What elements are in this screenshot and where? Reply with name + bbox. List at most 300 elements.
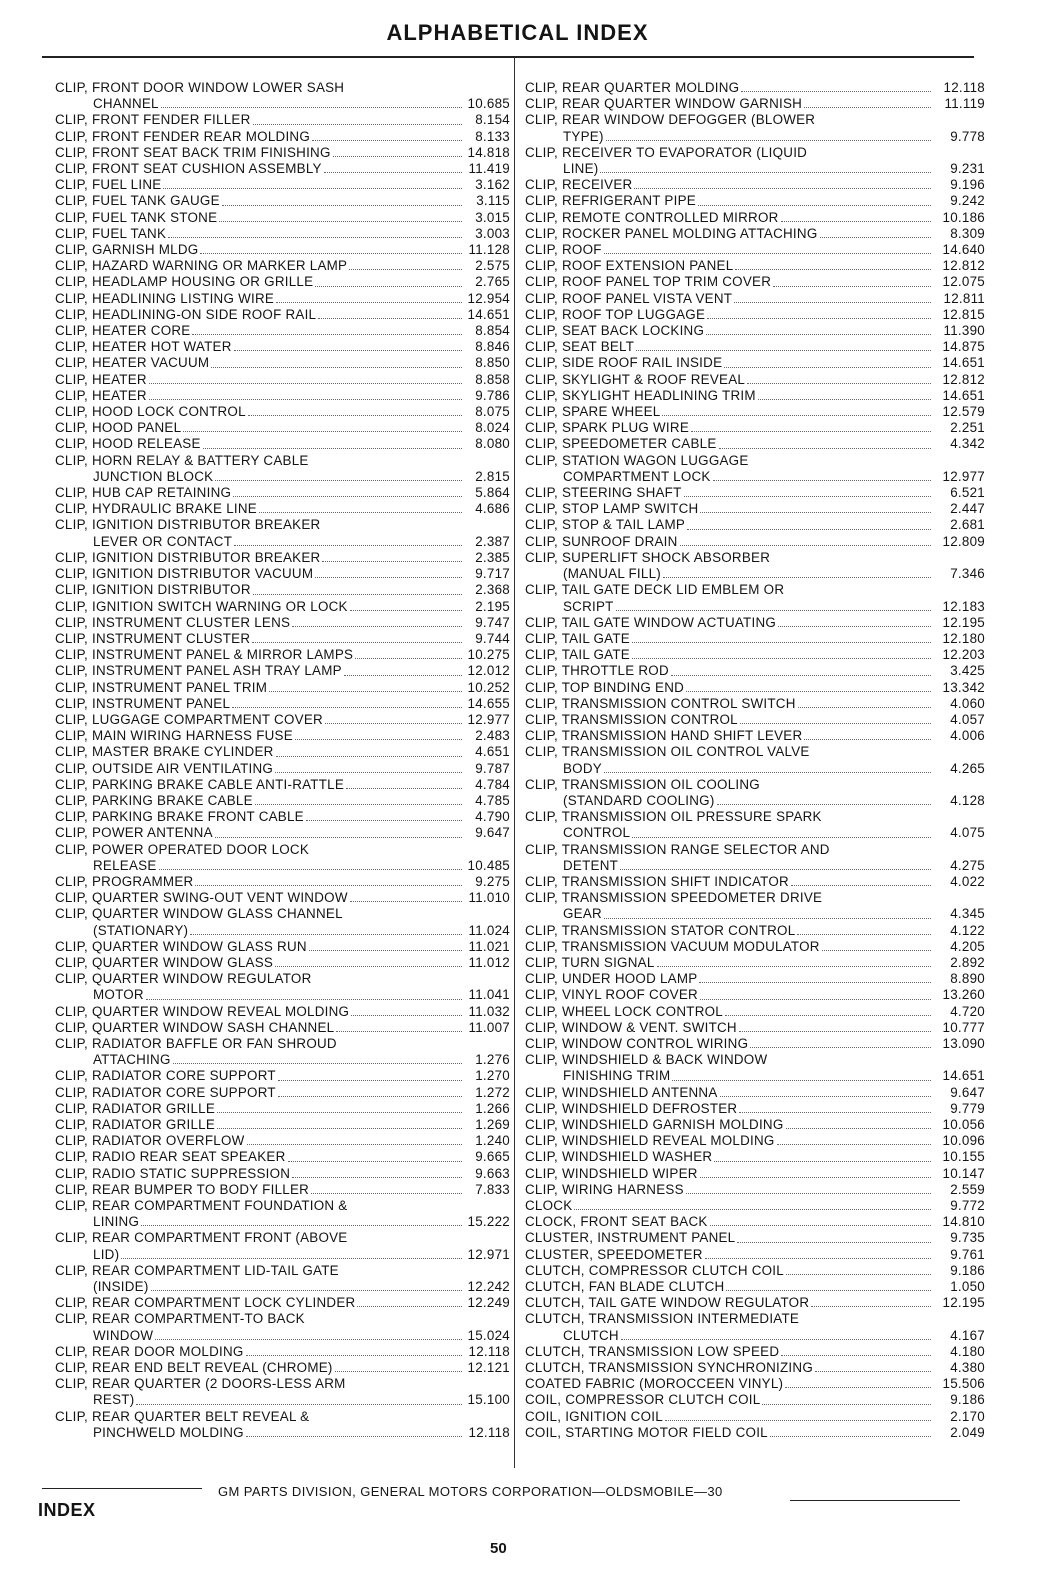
dot-leader: [203, 448, 462, 449]
entry-line: [55, 291, 464, 307]
entry-line: [55, 323, 464, 339]
entry-text: CLIP, TRANSMISSION SPEEDOMETER DRIVE: [525, 890, 823, 906]
dot-leader: [737, 1242, 931, 1243]
dot-leader: [219, 221, 462, 222]
entry-text: (MANUAL FILL): [563, 566, 661, 582]
section-number: 4.167: [950, 1327, 985, 1343]
entry-text: JUNCTION BLOCK: [93, 468, 214, 484]
entry-line: [525, 1149, 933, 1165]
index-entry: [55, 339, 510, 355]
index-entry: [525, 615, 985, 631]
entry-text: CLIP, MASTER BRAKE CYLINDER: [55, 744, 274, 760]
entry-line: [55, 1247, 464, 1263]
index-entry: [55, 1101, 510, 1117]
index-entry: [525, 242, 985, 258]
entry-line: [55, 1409, 464, 1425]
entry-line: [55, 890, 464, 906]
entry-text: CLUTCH, TRANSMISSION LOW SPEED: [525, 1343, 780, 1359]
dot-leader: [620, 869, 931, 870]
dot-leader: [616, 610, 931, 611]
section-number: 11.024: [468, 922, 510, 938]
entry-description: [525, 631, 933, 647]
index-entry: [55, 550, 510, 566]
entry-text: CLIP, TURN SIGNAL: [525, 954, 655, 970]
section-number: 10.096: [942, 1133, 985, 1149]
dot-leader: [324, 172, 462, 173]
section-number: 12.249: [467, 1295, 510, 1311]
entry-description: [55, 372, 464, 388]
dot-leader: [195, 885, 462, 886]
entry-line: [525, 112, 933, 128]
index-entry: [55, 615, 510, 631]
entry-line: [55, 1344, 464, 1360]
entry-text: CLIP, FRONT FENDER FILLER: [55, 112, 251, 128]
entry-line: [525, 501, 933, 517]
index-entry: [525, 955, 985, 971]
section-number: 15.506: [942, 1376, 985, 1392]
entry-line: [55, 1182, 464, 1198]
section-number: 8.890: [950, 971, 985, 987]
section-number: 8.846: [475, 339, 510, 355]
section-number: 12.954: [467, 290, 510, 306]
entry-line: [525, 809, 933, 825]
entry-text: (STANDARD COOLING): [563, 792, 715, 808]
entry-line: [525, 436, 933, 452]
index-entry: [525, 307, 985, 323]
section-number: 10.485: [467, 857, 510, 873]
dot-leader: [747, 383, 931, 384]
entry-line: [55, 258, 464, 274]
dot-leader: [155, 1339, 462, 1340]
section-number: 11.007: [468, 1019, 510, 1035]
section-number: 11.041: [468, 987, 510, 1003]
entry-line: [55, 177, 464, 193]
entry-text: CLIP, HOOD RELEASE: [55, 436, 201, 452]
section-number: 15.024: [467, 1327, 510, 1343]
section-number: 10.685: [467, 96, 510, 112]
entry-line: [55, 339, 464, 355]
section-number: 4.785: [475, 792, 510, 808]
dot-leader: [657, 966, 931, 967]
entry-description: [525, 242, 933, 258]
right-index-column: [525, 80, 985, 1441]
entry-line: [55, 112, 464, 128]
section-number: 5.864: [475, 485, 510, 501]
index-entry: [525, 274, 985, 290]
entry-text: CLIP, TRANSMISSION SHIFT INDICATOR: [525, 873, 789, 889]
index-entry: [525, 258, 985, 274]
index-entry: [55, 1311, 510, 1343]
entry-description: [55, 955, 464, 971]
entry-line: [55, 971, 464, 987]
entry-line: [55, 161, 464, 177]
entry-text: CLOCK, FRONT SEAT BACK: [525, 1214, 708, 1230]
entry-line: [525, 534, 933, 550]
entry-text: CLIP, QUARTER WINDOW REVEAL MOLDING: [55, 1003, 350, 1019]
dot-leader: [233, 496, 462, 497]
entry-line: [525, 1360, 933, 1376]
dot-leader: [278, 1080, 462, 1081]
entry-line: [55, 485, 464, 501]
index-entry: [55, 1344, 510, 1360]
entry-text: CLIP, WINDSHIELD WASHER: [525, 1149, 713, 1165]
entry-text: CLIP, IGNITION DISTRIBUTOR BREAKER: [55, 549, 321, 565]
entry-text: CLUTCH, TRANSMISSION SYNCHRONIZING: [525, 1360, 813, 1376]
entry-line: [525, 987, 933, 1003]
entry-line: [525, 1214, 933, 1230]
dot-leader: [344, 675, 462, 676]
entry-line: [55, 1198, 464, 1214]
entry-line: [525, 955, 933, 971]
entry-text: COATED FABRIC (MOROCCEEN VINYL): [525, 1376, 784, 1392]
dot-leader: [252, 642, 462, 643]
entry-line: [55, 874, 464, 890]
entry-line: [55, 372, 464, 388]
dot-leader: [259, 512, 462, 513]
entry-description: [55, 1068, 464, 1084]
entry-line: [525, 307, 933, 323]
entry-description: [525, 96, 933, 112]
section-number: 3.425: [950, 663, 985, 679]
entry-text: CLIP, HEATER CORE: [55, 323, 191, 339]
entry-line: [55, 129, 464, 145]
index-entry: [525, 485, 985, 501]
entry-description: [525, 890, 933, 922]
column-divider: [514, 58, 515, 1468]
entry-text: CLIP, SKYLIGHT & ROOF REVEAL: [525, 371, 746, 387]
entry-line: [525, 923, 933, 939]
index-entry: [525, 1214, 985, 1230]
dot-leader: [717, 804, 931, 805]
entry-line: [525, 1295, 933, 1311]
entry-text: CLIP, RADIATOR CORE SUPPORT: [55, 1084, 276, 1100]
entry-text: CLIP, TAIL GATE: [525, 630, 630, 646]
entry-description: [525, 436, 933, 452]
entry-line: [55, 1328, 464, 1344]
index-entry: [525, 323, 985, 339]
entry-description: [525, 955, 933, 971]
entry-text: CLIP, SPARK PLUG WIRE: [525, 420, 690, 436]
index-entry: [525, 372, 985, 388]
entry-description: [525, 777, 933, 809]
entry-text: CLIP, IGNITION SWITCH WARNING OR LOCK: [55, 598, 348, 614]
entry-description: [55, 809, 464, 825]
dot-leader: [604, 253, 931, 254]
index-entry: [55, 388, 510, 404]
dot-leader: [797, 934, 931, 935]
section-number: 9.663: [475, 1165, 510, 1181]
section-number: 1.270: [475, 1068, 510, 1084]
section-number: 9.761: [950, 1246, 985, 1262]
entry-text: COIL, IGNITION COIL: [525, 1408, 663, 1424]
entry-description: [525, 1247, 933, 1263]
dot-leader: [192, 334, 462, 335]
index-entry: [55, 1166, 510, 1182]
entry-description: [525, 501, 933, 517]
entry-line: [55, 777, 464, 793]
entry-line: [525, 842, 933, 858]
section-number: 14.875: [942, 339, 985, 355]
entry-text: CLIP, HEADLINING-ON SIDE ROOF RAIL: [55, 306, 317, 322]
entry-line: [55, 388, 464, 404]
entry-description: [55, 712, 464, 728]
index-entry: [55, 226, 510, 242]
entry-description: [525, 809, 933, 841]
dot-leader: [714, 1161, 931, 1162]
entry-text: LEVER OR CONTACT: [93, 533, 233, 549]
entry-line: [55, 615, 464, 631]
entry-text: CLIP, WHEEL LOCK CONTROL: [525, 1003, 723, 1019]
dot-leader: [349, 269, 462, 270]
entry-line: [525, 485, 933, 501]
dot-leader: [255, 804, 462, 805]
dot-leader: [159, 869, 462, 870]
section-number: 4.205: [950, 938, 985, 954]
entry-line: [55, 1020, 464, 1036]
entry-line: [525, 744, 933, 760]
entry-description: [525, 615, 933, 631]
entry-description: [55, 453, 464, 485]
section-number: 2.447: [950, 501, 985, 517]
dot-leader: [248, 415, 462, 416]
entry-text: CLIP, ROOF: [525, 242, 602, 258]
dot-leader: [246, 1436, 462, 1437]
entry-text: CLIP, HEADLINING LISTING WIRE: [55, 290, 275, 306]
entry-text: CLIP, REAR QUARTER BELT REVEAL &: [55, 1408, 310, 1424]
dot-leader: [149, 383, 462, 384]
entry-line: [525, 858, 933, 874]
entry-text: CLIP, INSTRUMENT CLUSTER LENS: [55, 614, 291, 630]
entry-line: [55, 534, 464, 550]
page-title: ALPHABETICAL INDEX: [386, 20, 649, 45]
entry-line: [525, 1425, 933, 1441]
entry-line: [55, 80, 464, 96]
entry-text: CLIP, QUARTER WINDOW GLASS RUN: [55, 938, 307, 954]
section-number: 12.977: [942, 468, 985, 484]
index-entry: [525, 388, 985, 404]
section-number: 9.242: [950, 193, 985, 209]
entry-text: CLIP, RADIO REAR SEAT SPEAKER: [55, 1149, 286, 1165]
entry-text: CLIP, WINDSHIELD REVEAL MOLDING: [525, 1133, 775, 1149]
entry-description: [525, 388, 933, 404]
entry-description: [55, 599, 464, 615]
dot-leader: [247, 1144, 462, 1145]
dot-leader: [309, 950, 462, 951]
section-number: 12.121: [467, 1360, 510, 1376]
section-number: 14.640: [942, 242, 985, 258]
entry-text: LINE): [563, 161, 599, 177]
entry-description: [55, 388, 464, 404]
index-entry: [525, 647, 985, 663]
entry-text: CLIP, QUARTER SWING-OUT VENT WINDOW: [55, 890, 348, 906]
entry-description: [525, 874, 933, 890]
entry-text: CLIP, RADIO STATIC SUPPRESSION: [55, 1165, 291, 1181]
entry-description: [55, 906, 464, 938]
entry-line: [55, 274, 464, 290]
entry-description: [55, 307, 464, 323]
entry-line: [525, 258, 933, 274]
dot-leader: [346, 788, 462, 789]
index-entry: [55, 1004, 510, 1020]
dot-leader: [762, 1404, 931, 1405]
entry-line: [525, 1311, 933, 1327]
entry-text: CONTROL: [563, 825, 631, 841]
section-number: 12.242: [467, 1279, 510, 1295]
entry-line: [525, 582, 933, 598]
entry-text: GEAR: [563, 906, 602, 922]
index-entry: [525, 1182, 985, 1198]
section-number: 4.180: [950, 1343, 985, 1359]
entry-line: [525, 1117, 933, 1133]
entry-description: [525, 517, 933, 533]
entry-line: [525, 615, 933, 631]
entry-text: CLUSTER, INSTRUMENT PANEL: [525, 1230, 736, 1246]
entry-line: [55, 226, 464, 242]
dot-leader: [276, 302, 462, 303]
index-entry: [55, 680, 510, 696]
index-entry: [525, 177, 985, 193]
index-entry: [525, 193, 985, 209]
index-entry: [525, 1020, 985, 1036]
entry-description: [525, 372, 933, 388]
index-entry: [525, 1166, 985, 1182]
entry-line: [55, 599, 464, 615]
entry-line: [55, 1279, 464, 1295]
index-entry: [525, 923, 985, 939]
section-number: 14.810: [942, 1214, 985, 1230]
title-rule: [42, 56, 974, 58]
dot-leader: [306, 820, 462, 821]
entry-text: CLIP, IGNITION DISTRIBUTOR VACUUM: [55, 566, 314, 582]
entry-line: [55, 696, 464, 712]
entry-text: CLIP, REAR COMPARTMENT FRONT (ABOVE: [55, 1230, 348, 1246]
index-entry: [525, 1101, 985, 1117]
entry-line: [525, 404, 933, 420]
entry-line: [525, 599, 933, 615]
entry-text: CLIP, PARKING BRAKE FRONT CABLE: [55, 809, 304, 825]
index-entry: [525, 1117, 985, 1133]
section-number: 4.686: [475, 501, 510, 517]
entry-line: [55, 1036, 464, 1052]
dot-leader: [234, 350, 462, 351]
dot-leader: [275, 966, 462, 967]
entry-line: [55, 744, 464, 760]
entry-description: [525, 404, 933, 420]
dot-leader: [700, 1177, 931, 1178]
index-entry: [525, 1247, 985, 1263]
entry-line: [525, 323, 933, 339]
dot-leader: [777, 1144, 931, 1145]
section-number: 9.647: [950, 1084, 985, 1100]
dot-leader: [735, 269, 931, 270]
entry-line: [525, 1101, 933, 1117]
entry-line: [55, 1360, 464, 1376]
entry-description: [55, 631, 464, 647]
section-number: 10.777: [942, 1019, 985, 1035]
dot-leader: [269, 691, 462, 692]
entry-description: [55, 1036, 464, 1068]
footer-publisher: GM PARTS DIVISION, GENERAL MOTORS CORPORATION—OLDSMOBILE—30: [218, 1484, 723, 1499]
entry-description: [525, 307, 933, 323]
dot-leader: [680, 545, 931, 546]
entry-line: [525, 469, 933, 485]
entry-line: [525, 1133, 933, 1149]
index-entry: [55, 404, 510, 420]
section-number: 2.575: [475, 258, 510, 274]
section-number: 1.276: [475, 1052, 510, 1068]
index-entry: [55, 517, 510, 549]
section-number: 9.744: [475, 630, 510, 646]
entry-line: [525, 890, 933, 906]
entry-line: [525, 1328, 933, 1344]
dot-leader: [724, 367, 931, 368]
entry-text: CLIP, REAR DOOR MOLDING: [55, 1343, 244, 1359]
dot-leader: [713, 480, 931, 481]
section-number: 4.022: [950, 873, 985, 889]
index-entry: [525, 1311, 985, 1343]
entry-line: [525, 1166, 933, 1182]
entry-text: CLIP, REAR COMPARTMENT LID-TAIL GATE: [55, 1262, 339, 1278]
entry-line: [525, 1036, 933, 1052]
section-number: 12.118: [468, 1424, 510, 1440]
section-number: 9.786: [475, 387, 510, 403]
entry-text: CLIP, HYDRAULIC BRAKE LINE: [55, 501, 257, 517]
entry-line: [525, 274, 933, 290]
index-entry: [55, 1117, 510, 1133]
entry-text: CLIP, REAR END BELT REVEAL (CHROME): [55, 1360, 333, 1376]
section-number: 9.186: [950, 1392, 985, 1408]
entry-text: FINISHING TRIM: [563, 1068, 671, 1084]
entry-description: [525, 355, 933, 371]
section-number: 10.056: [942, 1117, 985, 1132]
index-entry: [525, 777, 985, 809]
entry-line: [55, 517, 464, 533]
entry-description: [55, 339, 464, 355]
entry-line: [55, 210, 464, 226]
section-number: 9.196: [950, 177, 985, 193]
dot-leader: [357, 1306, 462, 1307]
dot-leader: [217, 1128, 462, 1129]
section-number: 12.183: [942, 598, 985, 614]
entry-text: COIL, STARTING MOTOR FIELD COIL: [525, 1424, 768, 1440]
entry-line: [525, 793, 933, 809]
entry-line: [55, 1068, 464, 1084]
entry-text: CLIP, SUPERLIFT SHOCK ABSORBER: [525, 549, 771, 565]
dot-leader: [698, 205, 931, 206]
dot-leader: [232, 707, 462, 708]
index-entry: [55, 842, 510, 874]
dot-leader: [672, 1080, 931, 1081]
dot-leader: [253, 594, 462, 595]
entry-text: CLIP, SEAT BACK LOCKING: [525, 323, 705, 339]
index-entry: [55, 599, 510, 615]
entry-line: [55, 1149, 464, 1165]
section-number: 12.579: [942, 404, 985, 420]
entry-description: [525, 1392, 933, 1408]
index-entry: [525, 1036, 985, 1052]
section-number: 11.128: [468, 242, 510, 258]
index-entry: [55, 80, 510, 112]
entry-description: [55, 728, 464, 744]
index-entry: [55, 566, 510, 582]
entry-line: [525, 550, 933, 566]
dot-leader: [136, 1404, 462, 1405]
entry-text: WINDOW: [93, 1327, 154, 1343]
index-entry: [525, 1392, 985, 1408]
entry-description: [525, 971, 933, 987]
entry-text: CLIP, STOP LAMP SWITCH: [525, 501, 699, 517]
entry-text: CLIP, FUEL TANK GAUGE: [55, 193, 220, 209]
